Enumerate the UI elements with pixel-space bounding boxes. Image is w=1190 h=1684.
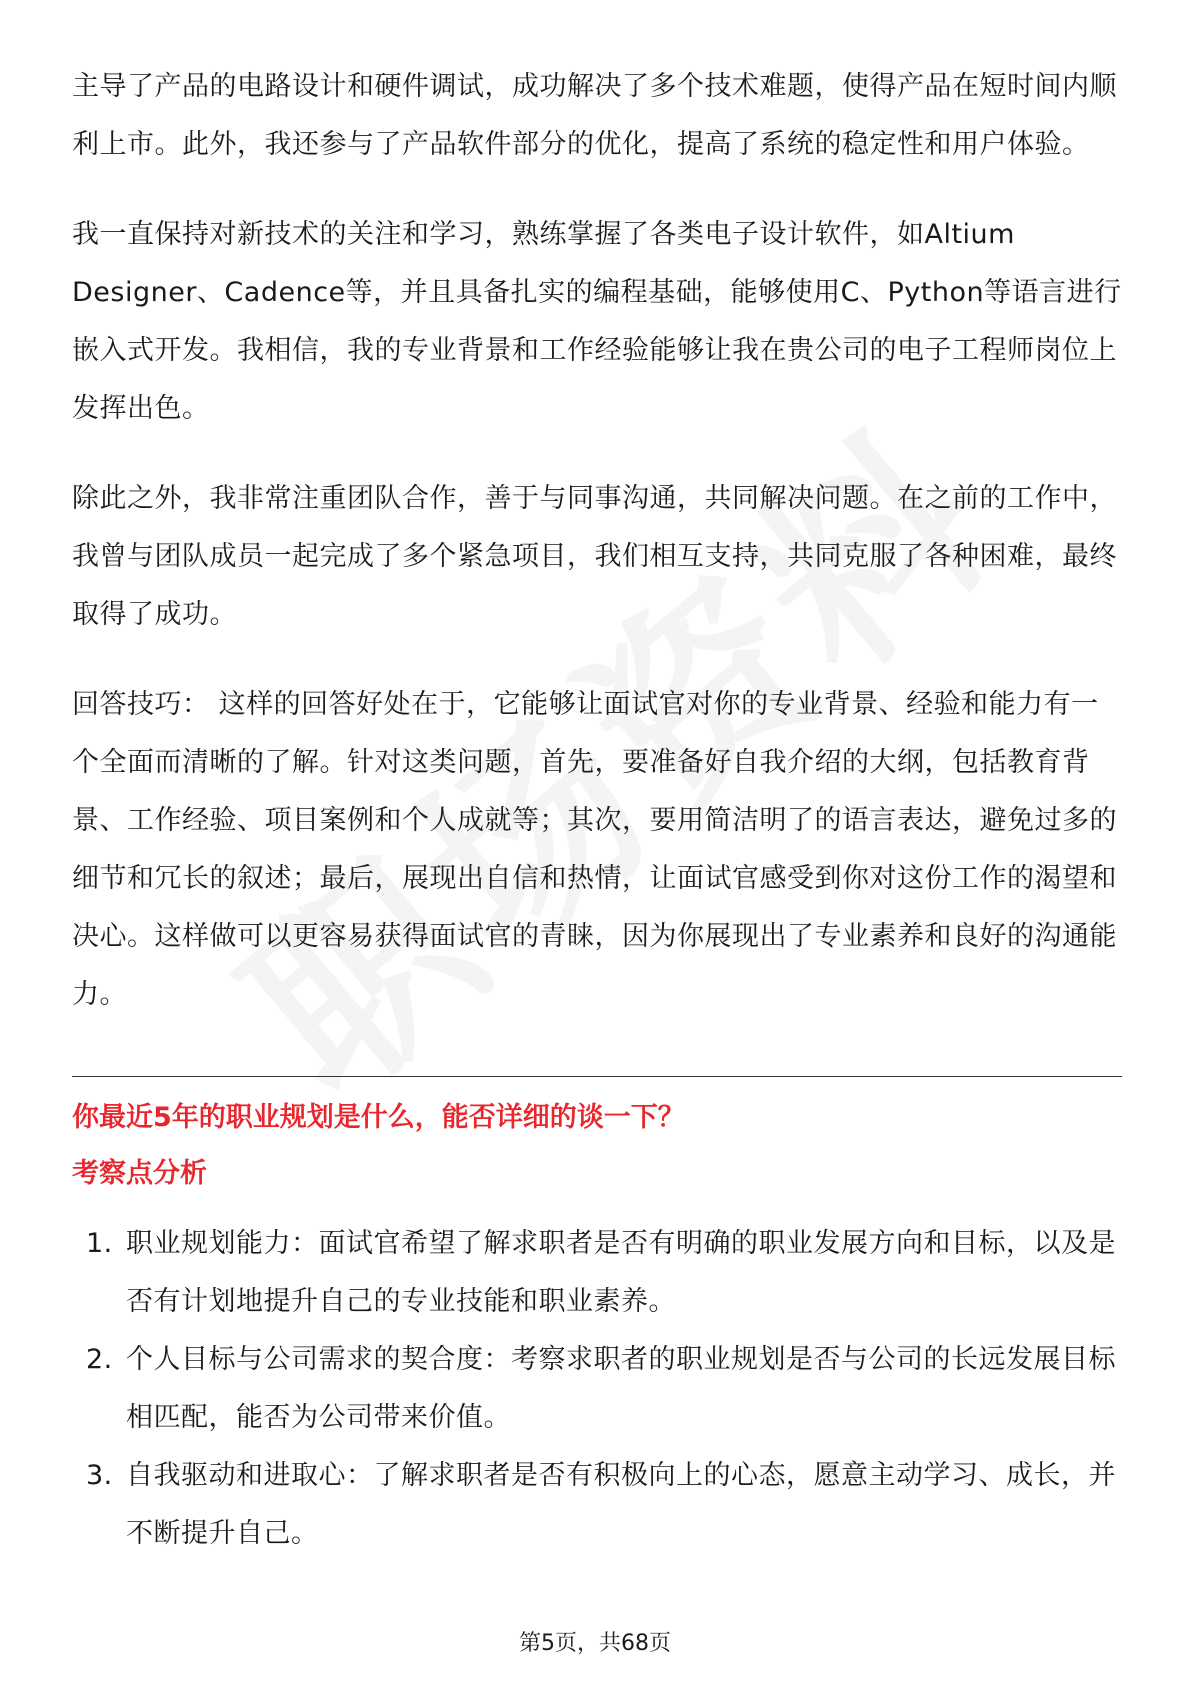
- page-footer: 第5页，共68页: [519, 1631, 671, 1656]
- point-number: 3.: [86, 1460, 113, 1491]
- analysis-point: [72, 1331, 1122, 1447]
- interview-question: 你最近5年的职业规划是什么，能否详细的谈一下？: [72, 1102, 685, 1133]
- analysis-point: [72, 1215, 1122, 1331]
- point-text: 自我驱动和进取心：了解求职者是否有积极向上的心态，愿意主动学习、成长，并不断提升自己。: [126, 1460, 1116, 1549]
- point-number: 1.: [86, 1228, 113, 1259]
- paragraph-3: 除此之外，我非常注重团队合作，善于与同事沟通，共同解决问题。在之前的工作中，我曾与团队成员一起完成了多个紧急项目，我们相互支持，共同克服了各种困难，最终取得了成功。: [72, 483, 1117, 630]
- point-text: 职业规划能力：面试官希望了解求职者是否有明确的职业发展方向和目标，以及是否有计划地提升自己的专业技能和职业素养。: [126, 1228, 1116, 1317]
- section-divider: [72, 1076, 1122, 1077]
- paragraph-1: 主导了产品的电路设计和硬件调试，成功解决了多个技术难题，使得产品在短时间内顺利上市。此外，我还参与了产品软件部分的优化，提高了系统的稳定性和用户体验。: [72, 71, 1117, 160]
- answer-tips-paragraph: 回答技巧： 这样的回答好处在于，它能够让面试官对你的专业背景、经验和能力有一个全面而清晰的了解。针对这类问题，首先，要准备好自我介绍的大纲，包括教育背景、工作经验、项目案例和个人成就等；其次，要用简洁明了的语言表达，避免过多的细节和冗长的叙述；最后，展现出自信和热情，让面试官感受到你对这份工作的渴望和决心。这样做可以更容易获得面试官的青睐，因为你展现出了专业素养和良好的沟通能力。: [72, 689, 1117, 1010]
- analysis-point: [72, 1447, 1122, 1563]
- analysis-heading: 考察点分析: [72, 1158, 207, 1189]
- page-content: [72, 58, 1122, 1563]
- paragraph-2: 我一直保持对新技术的关注和学习，熟练掌握了各类电子设计软件，如Altium Designer、Cadence等，并且具备扎实的编程基础，能够使用C、Python等语言进行嵌入式开发。我相信，我的专业背景和工作经验能够让我在贵公司的电子工程师岗位上发挥出色。: [72, 219, 1122, 424]
- point-text: 个人目标与公司需求的契合度：考察求职者的职业规划是否与公司的长远发展目标相匹配，能否为公司带来价值。: [126, 1344, 1116, 1433]
- point-number: 2.: [86, 1344, 113, 1375]
- analysis-points-list: [72, 1215, 1122, 1563]
